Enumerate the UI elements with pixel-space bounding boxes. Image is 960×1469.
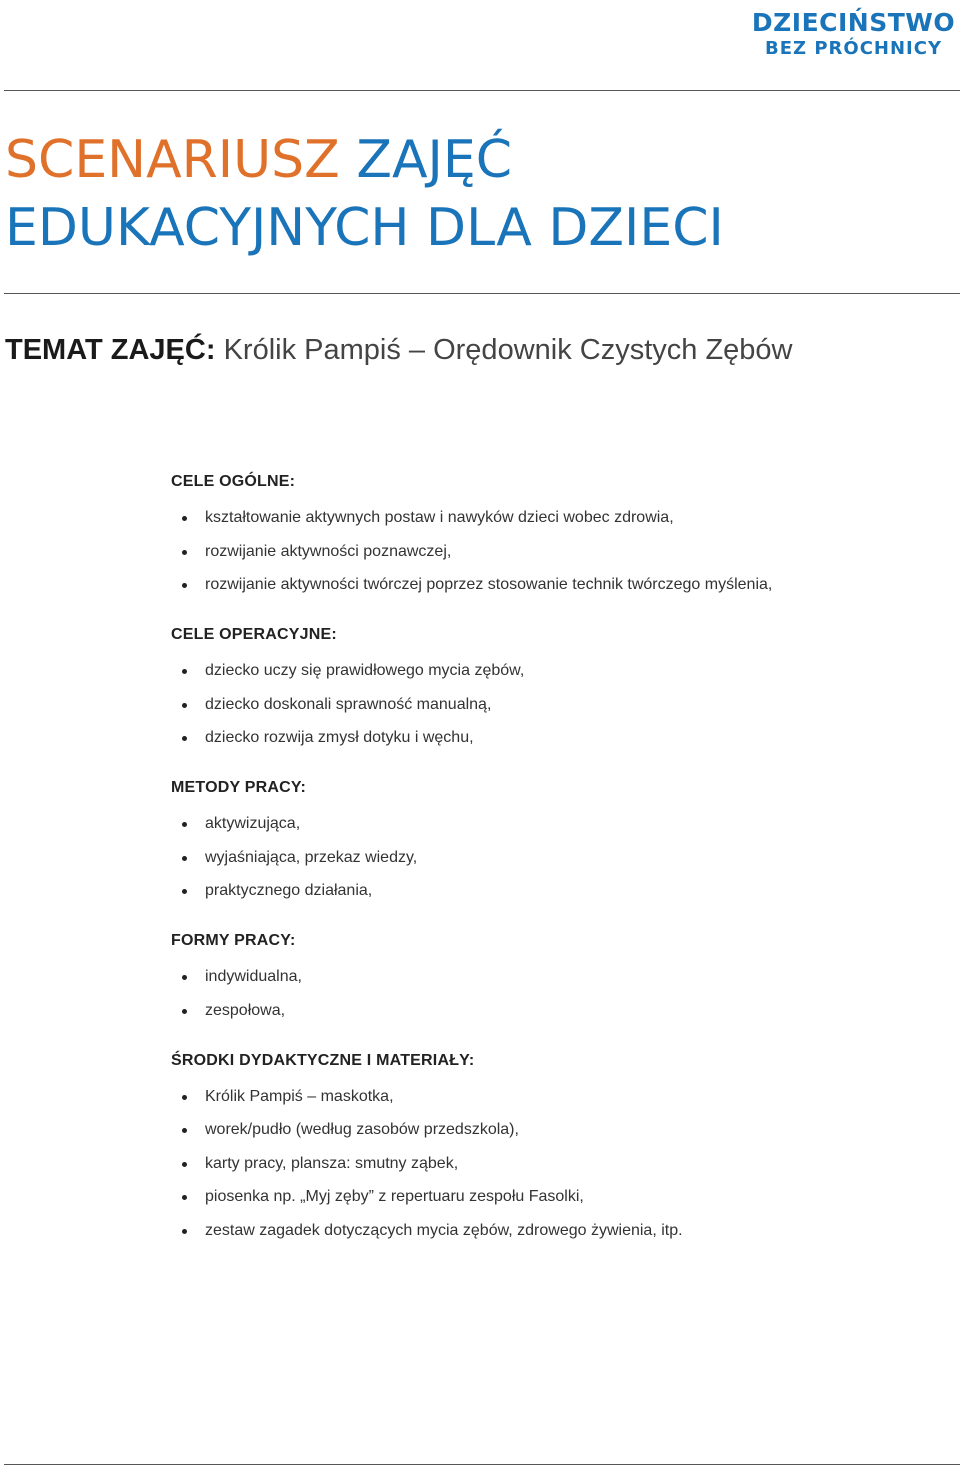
list-item: [171, 571, 781, 599]
bullet-icon: [182, 583, 187, 588]
bullet-icon: [182, 1128, 187, 1133]
bullet-icon: [182, 1095, 187, 1100]
list-item-text: Królik Pampiś – maskotka,: [205, 1087, 394, 1105]
section-cele-ogolne: [171, 470, 781, 599]
bullet-list: [171, 963, 781, 1025]
list-item-text: aktywizująca,: [205, 815, 301, 832]
list-item-text: indywidualna,: [205, 968, 302, 985]
bullet-icon: [182, 669, 187, 674]
list-item: [171, 997, 781, 1025]
list-item: [171, 1083, 781, 1111]
list-item: [171, 691, 781, 719]
list-item: [171, 724, 781, 752]
bullet-list: [171, 810, 781, 905]
list-item-text: zespołowa,: [205, 1001, 286, 1019]
bullet-icon: [182, 1229, 187, 1234]
section-title: FORMY PRACY:: [171, 932, 296, 949]
list-item-text: wyjaśniająca, przekaz wiedzy,: [205, 848, 418, 866]
list-item-text: dziecko rozwija zmysł dotyku i węchu,: [205, 729, 474, 746]
list-item-text: rozwijanie aktywności poznawczej,: [205, 542, 452, 560]
bullet-icon: [182, 550, 187, 555]
bullet-icon: [182, 516, 187, 521]
topic-value: Królik Pampiś – Orędownik Czystych Zębów: [223, 334, 793, 366]
bullet-icon: [182, 1162, 187, 1167]
section-title: METODY PRACY:: [171, 779, 307, 796]
page-title: [5, 126, 724, 262]
bullet-icon: [182, 736, 187, 741]
header-divider: [4, 90, 960, 91]
logo-line-2: BEZ PRÓCHNICY: [765, 38, 942, 59]
logo-line-1: DZIECIŃSTWO: [751, 8, 956, 37]
title-word-blue: ZAJĘĆ: [356, 130, 513, 190]
footer-divider: [4, 1464, 960, 1465]
section-formy-pracy: [171, 929, 781, 1025]
list-item: [171, 538, 781, 566]
bullet-icon: [182, 1195, 187, 1200]
brand-logo: [751, 8, 956, 60]
bullet-list: [171, 657, 781, 752]
section-title: CELE OPERACYJNE:: [171, 626, 337, 643]
list-item-text: praktycznego działania,: [205, 882, 373, 899]
bullet-list: [171, 504, 781, 599]
bullet-icon: [182, 889, 187, 894]
list-item-text: kształtowanie aktywnych postaw i nawyków dzieci wobec zdrowia,: [205, 509, 674, 526]
list-item-text: dziecko uczy się prawidłowego mycia zębów,: [205, 662, 525, 679]
list-item-text: zestaw zagadek dotyczących mycia zębów, zdrowego żywienia, itp.: [205, 1221, 683, 1239]
list-item-text: dziecko doskonali sprawność manualną,: [205, 695, 492, 713]
lesson-topic: [5, 332, 793, 368]
bullet-icon: [182, 975, 187, 980]
section-srodki-dydaktyczne-i-materialy: [171, 1049, 781, 1245]
bullet-icon: [182, 703, 187, 708]
lesson-content: [171, 470, 781, 1269]
bullet-icon: [182, 822, 187, 827]
bullet-icon: [182, 856, 187, 861]
section-title: CELE OGÓLNE:: [171, 473, 296, 490]
section-metody-pracy: [171, 776, 781, 905]
list-item: [171, 1217, 781, 1245]
bullet-icon: [182, 1009, 187, 1014]
list-item: [171, 1116, 781, 1144]
title-divider: [4, 293, 960, 294]
title-word-orange: SCENARIUSZ: [5, 130, 340, 190]
list-item: [171, 504, 781, 532]
topic-label: TEMAT ZAJĘĆ:: [5, 334, 216, 366]
bullet-list: [171, 1083, 781, 1245]
list-item-text: karty pracy, plansza: smutny ząbek,: [205, 1154, 459, 1172]
section-title: ŚRODKI DYDAKTYCZNE I MATERIAŁY:: [171, 1051, 475, 1069]
title-line-2: EDUKACYJNYCH DLA DZIECI: [5, 198, 724, 258]
list-item: [171, 1150, 781, 1178]
list-item: [171, 1183, 781, 1211]
list-item: [171, 810, 781, 838]
list-item: [171, 963, 781, 991]
section-cele-operacyjne: [171, 623, 781, 752]
list-item-text: piosenka np. „Myj zęby” z repertuaru zespołu Fasolki,: [205, 1188, 584, 1205]
list-item: [171, 844, 781, 872]
list-item-text: rozwijanie aktywności twórczej poprzez stosowanie technik twórczego myślenia,: [205, 576, 773, 593]
list-item: [171, 657, 781, 685]
list-item: [171, 877, 781, 905]
list-item-text: worek/pudło (według zasobów przedszkola),: [205, 1121, 519, 1138]
